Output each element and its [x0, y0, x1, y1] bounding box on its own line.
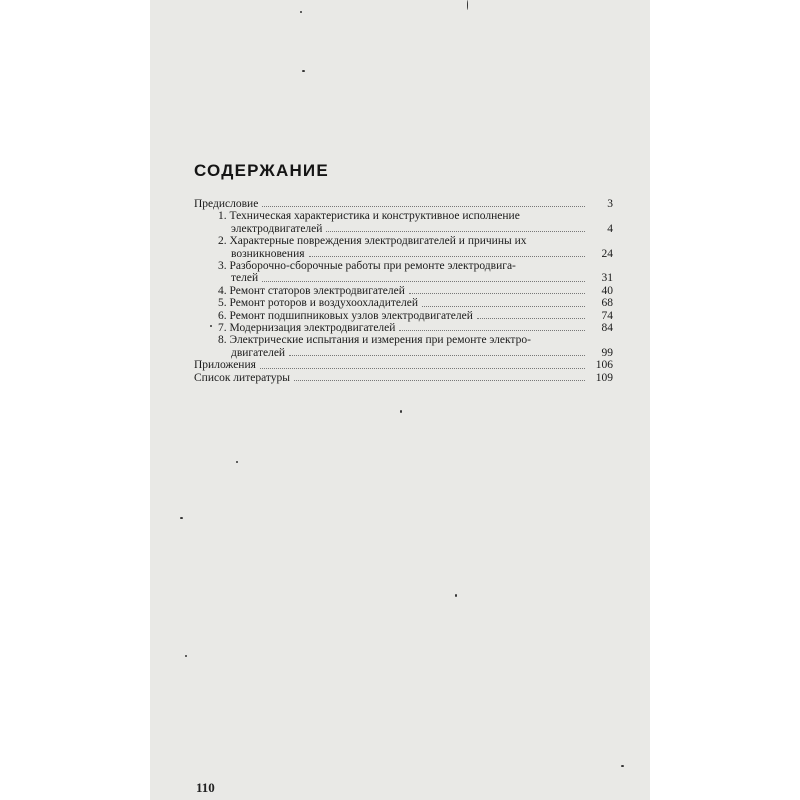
- toc-entry: [194, 235, 613, 260]
- dot-leader: [260, 368, 585, 369]
- toc-page-number: 24: [601, 247, 613, 260]
- toc-page-number: 74: [601, 309, 613, 322]
- toc-page-number: 109: [595, 371, 613, 384]
- book-page: [150, 0, 650, 800]
- page-number: 110: [196, 780, 215, 795]
- toc-entry-title: электродвигателей: [231, 222, 323, 235]
- toc-entry: [194, 310, 613, 322]
- toc-page-number: 68: [601, 297, 613, 310]
- toc-entry-title: Список литературы: [194, 371, 290, 384]
- toc-entry-line: 2. Характерные повреждения электродвигателей и причины их: [218, 235, 527, 248]
- toc-page-number: 4: [607, 222, 613, 235]
- toc-entry-title: 6. Ремонт подшипниковых узлов электродвигателей: [218, 309, 473, 322]
- dot-leader: [309, 256, 585, 257]
- dot-leader: [422, 306, 585, 307]
- toc-entry-title: возникновения: [231, 247, 305, 260]
- dot-leader: [326, 231, 585, 232]
- toc-entry: [194, 322, 613, 334]
- toc-entry-line: 8. Электрические испытания и измерения при ремонте электро-: [218, 334, 531, 347]
- dot-leader: [399, 330, 585, 331]
- toc-entry: [194, 198, 613, 210]
- toc-entry-title: 4. Ремонт статоров электродвигателей: [218, 284, 405, 297]
- toc-entry: [194, 260, 613, 285]
- toc-entry: [194, 359, 613, 371]
- table-of-contents: [194, 198, 613, 384]
- toc-entry-line: 1. Техническая характеристика и конструктивное исполнение: [218, 210, 520, 223]
- toc-page-number: 31: [601, 272, 613, 285]
- dot-leader: [289, 355, 585, 356]
- toc-entry-title: двигателей: [231, 346, 286, 359]
- dot-leader: [477, 318, 585, 319]
- toc-entry: [194, 210, 613, 235]
- toc-entry-title: 5. Ремонт роторов и воздухоохладителей: [218, 297, 419, 310]
- toc-entry: [194, 334, 613, 359]
- dot-leader: [294, 380, 585, 381]
- toc-entry: [194, 285, 613, 297]
- toc-entry-title: Приложения: [194, 359, 256, 372]
- toc-entry: [194, 372, 613, 384]
- dot-leader: [262, 206, 585, 207]
- toc-entry-title: Предисловие: [194, 198, 259, 210]
- toc-entry-title: 7. Модернизация электродвигателей: [218, 322, 396, 335]
- dot-leader: [409, 293, 585, 294]
- dot-leader: [262, 281, 585, 282]
- toc-page-number: 106: [595, 359, 613, 372]
- toc-entry: [194, 297, 613, 309]
- toc-page-number: 84: [601, 322, 613, 335]
- toc-page-number: 3: [607, 198, 613, 210]
- page-title: СОДЕРЖАНИЕ: [194, 161, 329, 180]
- toc-entry-line: 3. Разборочно-сборочные работы при ремонте электродвига-: [218, 260, 516, 273]
- toc-entry-title: телей: [231, 272, 259, 285]
- toc-page-number: 99: [601, 346, 613, 359]
- toc-page-number: 40: [601, 284, 613, 297]
